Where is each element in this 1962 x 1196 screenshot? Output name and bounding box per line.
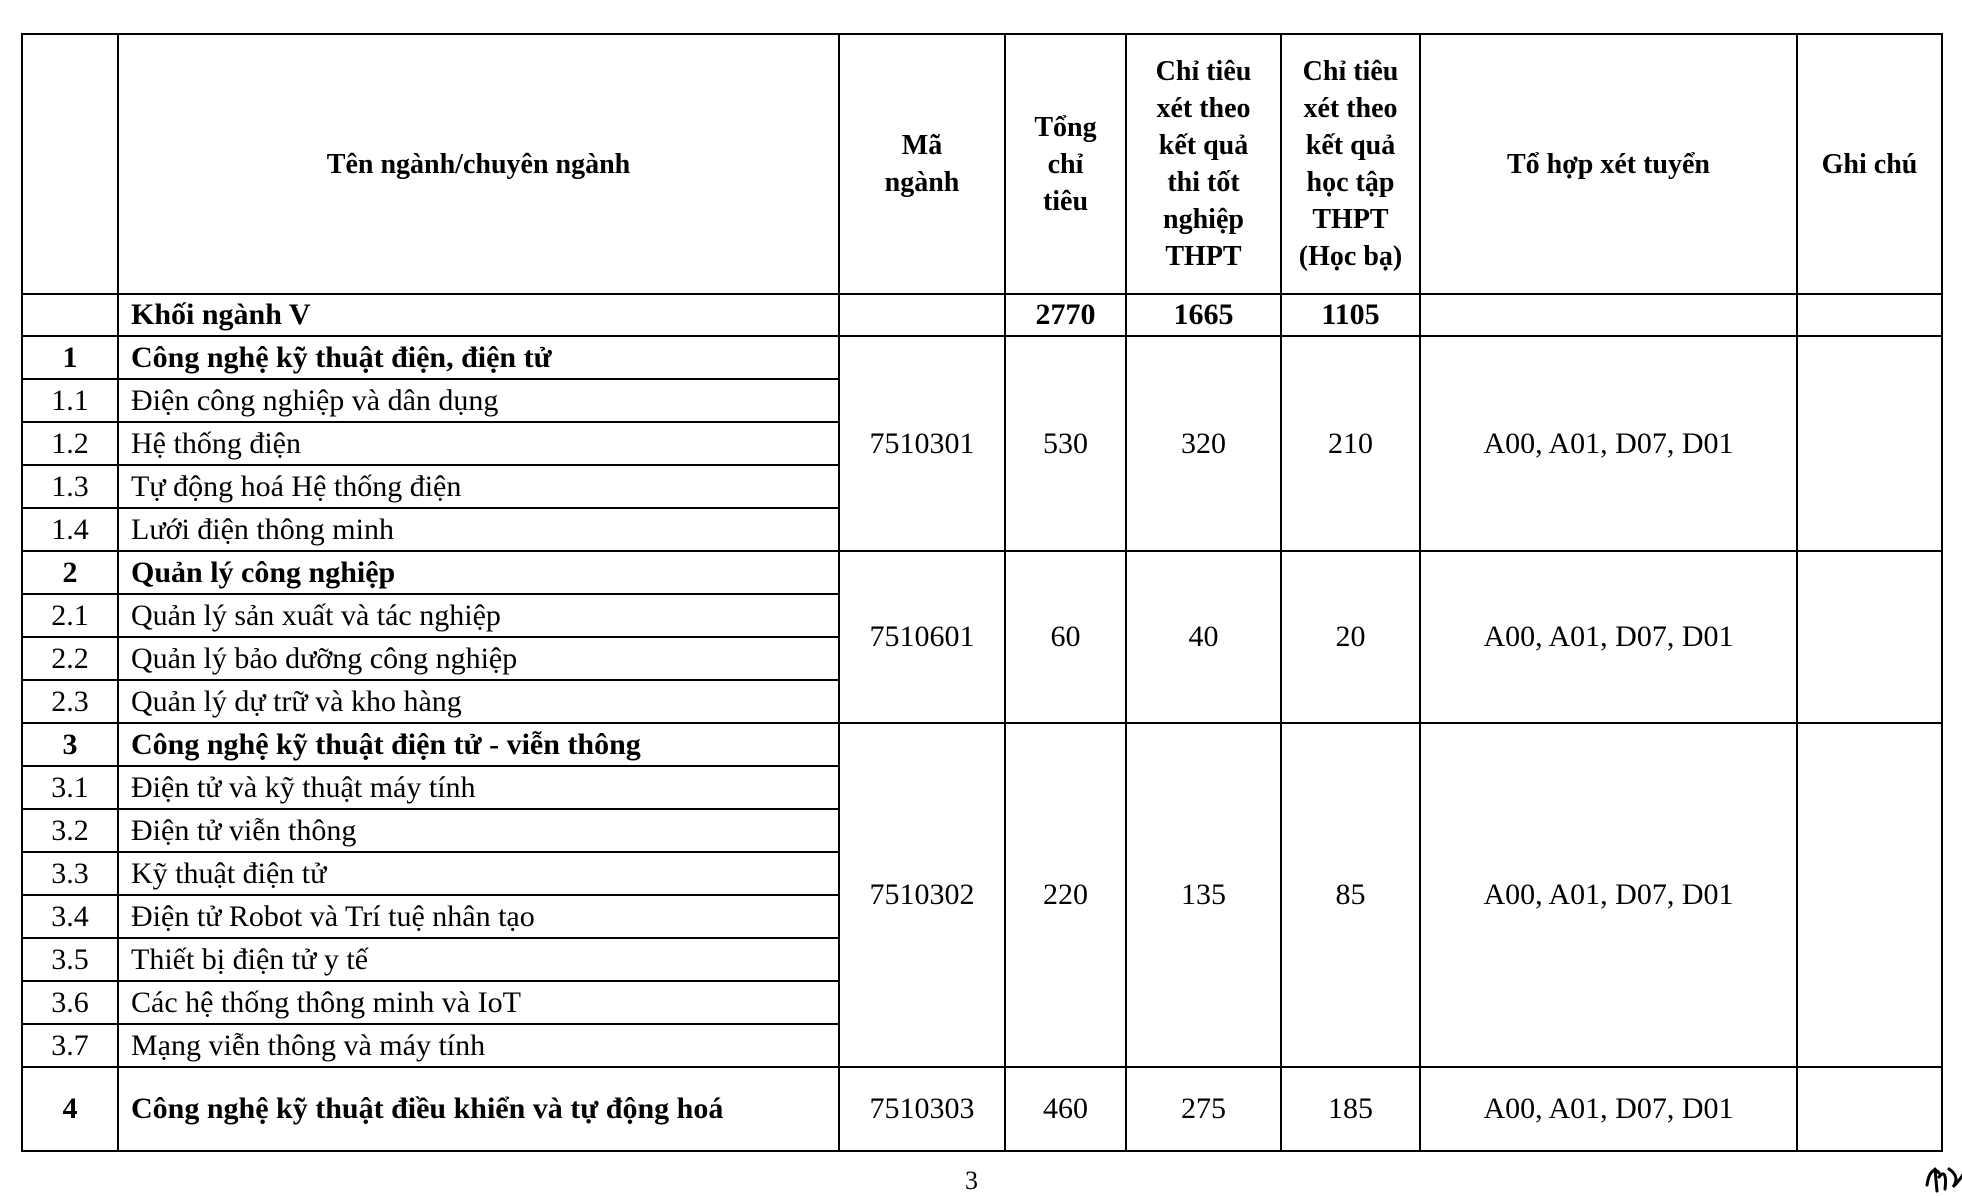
specialization-stt: 1.1 (22, 379, 118, 422)
major-name: Công nghệ kỹ thuật điện, điện tử (118, 336, 839, 379)
major-total: 60 (1005, 551, 1126, 723)
specialization-name: Thiết bị điện tử y tế (118, 938, 839, 981)
block-label: Khối ngành V (118, 294, 839, 336)
header-transcript-quota: Chỉ tiêu xét theo kết quả học tập THPT (Học bạ) (1281, 34, 1420, 294)
specialization-stt: 3.1 (22, 766, 118, 809)
major-note (1797, 551, 1942, 723)
specialization-name: Các hệ thống thông minh và IoT (118, 981, 839, 1024)
header-row (22, 34, 1942, 294)
header-combinations: Tổ hợp xét tuyển (1420, 34, 1797, 294)
specialization-name: Kỹ thuật điện tử (118, 852, 839, 895)
major-combinations: A00, A01, D07, D01 (1420, 336, 1797, 551)
header-note: Ghi chú (1797, 34, 1942, 294)
major-transcript-quota: 210 (1281, 336, 1420, 551)
major-transcript-quota: 85 (1281, 723, 1420, 1067)
specialization-name: Mạng viễn thông và máy tính (118, 1024, 839, 1067)
page-number: 3 (965, 1166, 978, 1195)
admissions-quota-table (21, 33, 1943, 1152)
specialization-stt: 1.4 (22, 508, 118, 551)
block-exam-quota: 1665 (1126, 294, 1281, 336)
major-row (22, 336, 1942, 379)
header-exam-quota: Chỉ tiêu xét theo kết quả thi tốt nghiệp THPT (1126, 34, 1281, 294)
major-combinations: A00, A01, D07, D01 (1420, 551, 1797, 723)
specialization-name: Điện tử viễn thông (118, 809, 839, 852)
major-combinations: A00, A01, D07, D01 (1420, 1067, 1797, 1151)
major-total: 530 (1005, 336, 1126, 551)
header-name: Tên ngành/chuyên ngành (118, 34, 839, 294)
block-code (839, 294, 1005, 336)
major-transcript-quota: 20 (1281, 551, 1420, 723)
specialization-name: Tự động hoá Hệ thống điện (118, 465, 839, 508)
specialization-stt: 3.5 (22, 938, 118, 981)
specialization-stt: 1.2 (22, 422, 118, 465)
major-exam-quota: 275 (1126, 1067, 1281, 1151)
major-exam-quota: 40 (1126, 551, 1281, 723)
header-total: Tổng chỉ tiêu (1005, 34, 1126, 294)
major-stt: 2 (22, 551, 118, 594)
block-summary-row (22, 294, 1942, 336)
major-exam-quota: 320 (1126, 336, 1281, 551)
major-name: Quản lý công nghiệp (118, 551, 839, 594)
specialization-stt: 2.2 (22, 637, 118, 680)
major-note (1797, 1067, 1942, 1151)
block-transcript-quota: 1105 (1281, 294, 1420, 336)
block-note (1797, 294, 1942, 336)
major-combinations: A00, A01, D07, D01 (1420, 723, 1797, 1067)
block-total: 2770 (1005, 294, 1126, 336)
major-total: 220 (1005, 723, 1126, 1067)
major-stt: 4 (22, 1067, 118, 1151)
specialization-stt: 3.2 (22, 809, 118, 852)
specialization-stt: 2.3 (22, 680, 118, 723)
specialization-stt: 1.3 (22, 465, 118, 508)
block-combinations (1420, 294, 1797, 336)
specialization-name: Quản lý dự trữ và kho hàng (118, 680, 839, 723)
specialization-name: Hệ thống điện (118, 422, 839, 465)
specialization-name: Lưới điện thông minh (118, 508, 839, 551)
major-row (22, 723, 1942, 766)
major-row (22, 1067, 1942, 1151)
specialization-name: Điện tử Robot và Trí tuệ nhân tạo (118, 895, 839, 938)
specialization-name: Điện tử và kỹ thuật máy tính (118, 766, 839, 809)
major-row (22, 551, 1942, 594)
major-stt: 3 (22, 723, 118, 766)
major-code: 7510601 (839, 551, 1005, 723)
specialization-name: Điện công nghiệp và dân dụng (118, 379, 839, 422)
specialization-stt: 3.4 (22, 895, 118, 938)
specialization-stt: 3.3 (22, 852, 118, 895)
major-code: 7510301 (839, 336, 1005, 551)
major-total: 460 (1005, 1067, 1126, 1151)
specialization-name: Quản lý bảo dưỡng công nghiệp (118, 637, 839, 680)
specialization-stt: 3.6 (22, 981, 118, 1024)
header-stt (22, 34, 118, 294)
major-transcript-quota: 185 (1281, 1067, 1420, 1151)
block-stt (22, 294, 118, 336)
major-note (1797, 336, 1942, 551)
major-code: 7510302 (839, 723, 1005, 1067)
specialization-stt: 3.7 (22, 1024, 118, 1067)
major-code: 7510303 (839, 1067, 1005, 1151)
header-code: Mã ngành (839, 34, 1005, 294)
specialization-stt: 2.1 (22, 594, 118, 637)
major-name: Công nghệ kỹ thuật điều khiển và tự động hoá (118, 1067, 839, 1151)
major-name: Công nghệ kỹ thuật điện tử - viễn thông (118, 723, 839, 766)
specialization-name: Quản lý sản xuất và tác nghiệp (118, 594, 839, 637)
major-note (1797, 723, 1942, 1067)
signature-mark-icon (1925, 1163, 1962, 1193)
major-stt: 1 (22, 336, 118, 379)
major-exam-quota: 135 (1126, 723, 1281, 1067)
